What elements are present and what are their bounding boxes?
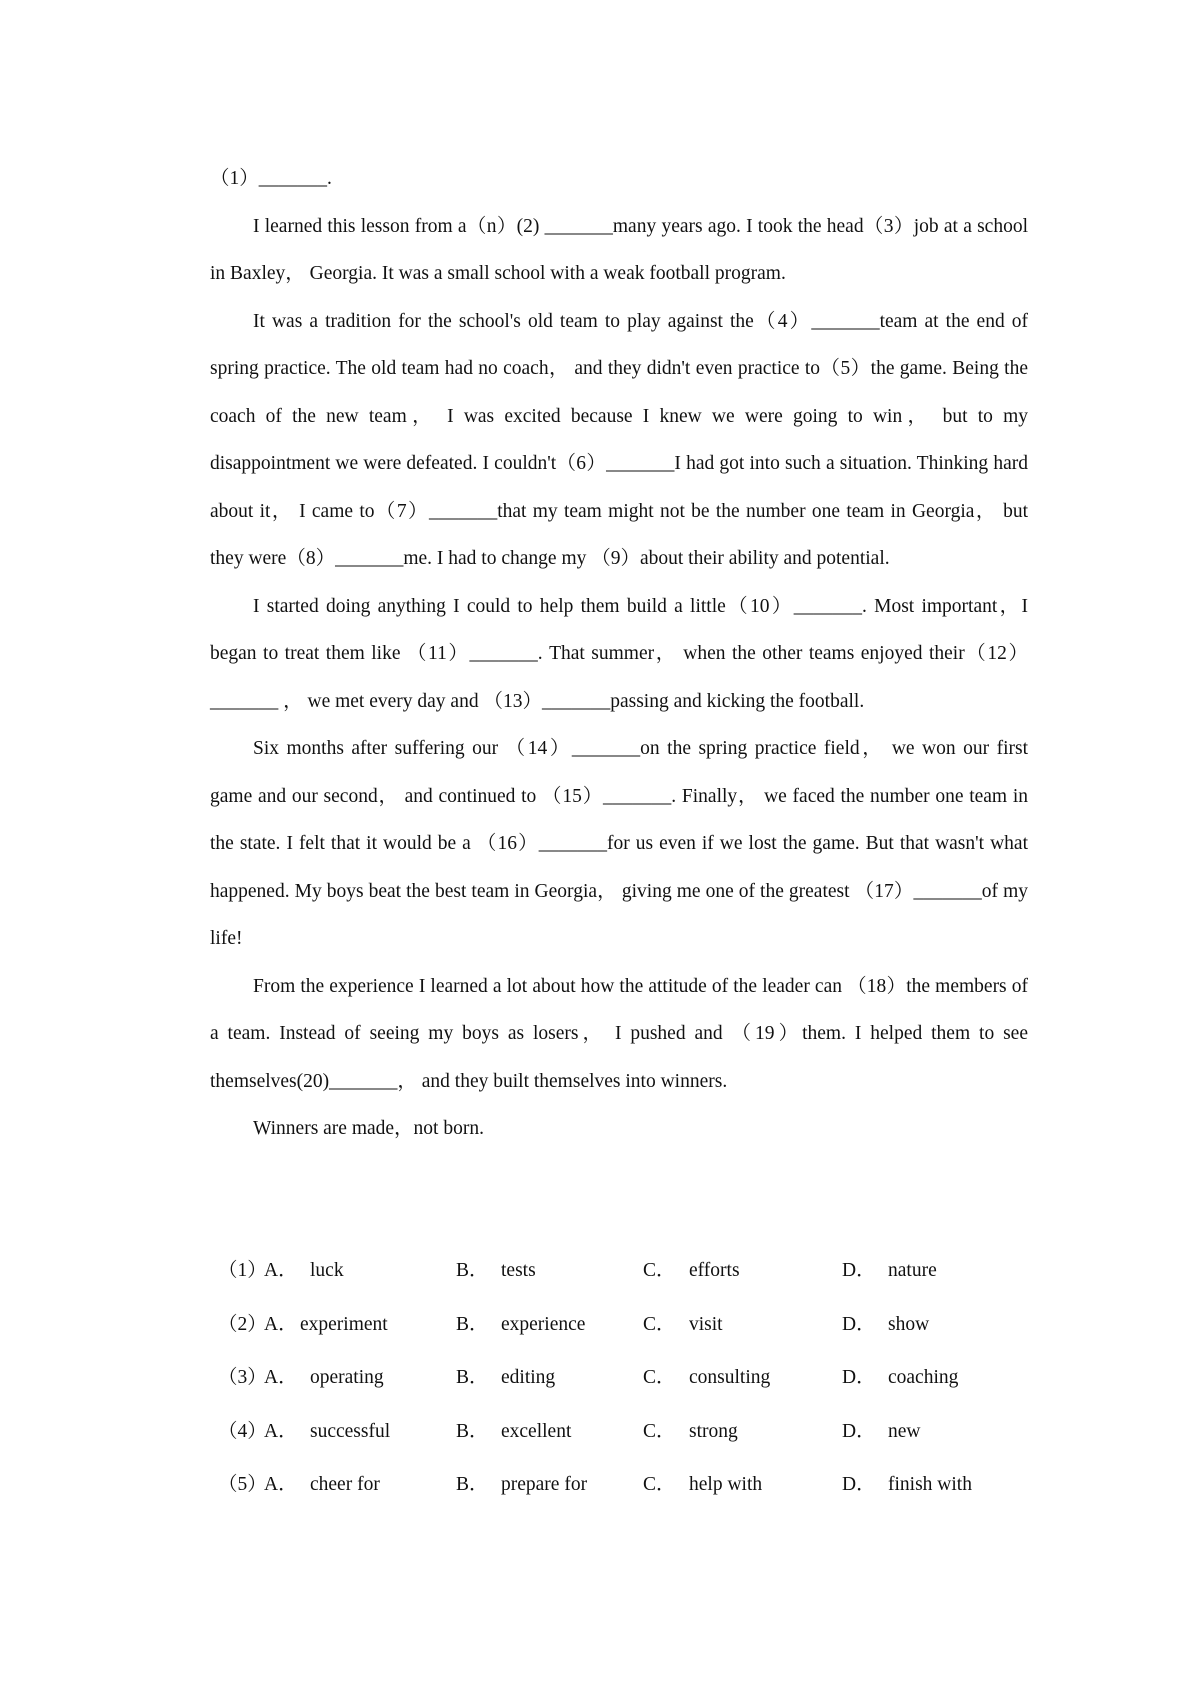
- passage-paragraph-2: It was a tradition for the school's old team to play against the（4）_______team at the end of spring practice. The old team had no coach， and they didn't even practice to（5）the game. Being the coach of the new team， I was excited because I knew we were going to win， but to my disappointment we were defeated. I couldn't（6）_______I had got into such a situation. Thinking hard about it， I came to（7）_______that my team might not be the number one team in Georgia， but they were（8）_______me. I had to change my （9）about their ability and potential.: [210, 310, 1028, 569]
- option-c-text: efforts: [689, 1260, 740, 1281]
- passage-paragraph-6: Winners are made，not born.: [253, 1118, 484, 1139]
- option-d-text: new: [888, 1420, 921, 1442]
- option-a-letter: A．: [264, 1474, 298, 1495]
- option-a-text: luck: [310, 1260, 344, 1281]
- option-d-text: coaching: [888, 1367, 959, 1388]
- option-b-letter: B．: [456, 1474, 489, 1495]
- option-b-text: experience: [501, 1313, 586, 1335]
- option-c-letter: C．: [643, 1420, 676, 1442]
- answer-options: [218, 1256, 1018, 1524]
- option-a-letter: A．: [264, 1367, 298, 1388]
- question-row: [218, 1310, 1018, 1364]
- question-row: [218, 1470, 1018, 1524]
- option-a-letter: A．: [264, 1420, 298, 1442]
- question-number: （5）: [218, 1474, 267, 1495]
- option-b-text: excellent: [501, 1420, 572, 1442]
- option-d-letter: D．: [842, 1367, 876, 1388]
- option-d-text: nature: [888, 1260, 937, 1281]
- option-d-text: finish with: [888, 1474, 972, 1495]
- option-a-text: experiment: [300, 1313, 388, 1335]
- option-a-text: successful: [310, 1420, 391, 1442]
- passage-paragraph-4: Six months after suffering our （14）_______on the spring practice field， we won our first game and our second， and continued to （15）_______. Finally， we faced the number one team in the state. I felt that it would be a （16）_______for us even if we lost the game. But that wasn't what happened. My boys beat the best team in Georgia， giving me one of the greatest （17）_______of my life!: [210, 738, 1028, 949]
- passage-line-question-1: （1）_______.: [210, 168, 332, 189]
- option-a-text: operating: [310, 1367, 384, 1388]
- option-d-letter: D．: [842, 1420, 876, 1442]
- option-a-text: cheer for: [310, 1474, 380, 1495]
- option-b-text: tests: [501, 1260, 536, 1281]
- option-b-letter: B．: [456, 1313, 489, 1335]
- option-c-letter: C．: [643, 1367, 676, 1388]
- passage-paragraph-3: I started doing anything I could to help them build a little（10）_______. Most important，I began to treat them like （11）_______. That summer， when the other teams enjoyed their（12）_______ ， we met every day and （13）_______passing and kicking the football.: [210, 595, 1028, 712]
- option-c-letter: C．: [643, 1313, 676, 1335]
- question-number: （2）: [218, 1313, 267, 1335]
- option-c-text: strong: [689, 1420, 738, 1442]
- option-b-letter: B．: [456, 1367, 489, 1388]
- option-d-letter: D．: [842, 1313, 876, 1335]
- question-number: （1）: [218, 1260, 267, 1281]
- question-number: （3）: [218, 1367, 267, 1388]
- option-d-letter: D．: [842, 1260, 876, 1281]
- option-c-letter: C．: [643, 1474, 676, 1495]
- option-b-text: editing: [501, 1367, 556, 1388]
- option-b-letter: B．: [456, 1260, 489, 1281]
- option-b-text: prepare for: [501, 1474, 588, 1495]
- option-c-text: visit: [689, 1313, 723, 1335]
- question-number: （4）: [218, 1420, 267, 1442]
- question-row: [218, 1417, 1018, 1471]
- passage-paragraph-5: From the experience I learned a lot about how the attitude of the leader can （18）the members of a team. Instead of seeing my boys as losers， I pushed and （19）them. I helped them to see themselves(20)_______， and they built themselves into winners.: [210, 975, 1028, 1092]
- question-row: [218, 1256, 1018, 1310]
- option-c-text: help with: [689, 1474, 763, 1495]
- option-c-text: consulting: [689, 1367, 771, 1388]
- option-b-letter: B．: [456, 1420, 489, 1442]
- option-a-letter: A．: [264, 1260, 298, 1281]
- option-c-letter: C．: [643, 1260, 676, 1281]
- question-row: [218, 1363, 1018, 1417]
- cloze-passage: [210, 155, 1028, 1153]
- option-a-letter: A．: [264, 1313, 298, 1335]
- passage-paragraph-1: I learned this lesson from a（n）(2) _______many years ago. I took the head（3）job at a school in Baxley， Georgia. It was a small school with a weak football program.: [210, 215, 1028, 284]
- option-d-letter: D．: [842, 1474, 876, 1495]
- option-d-text: show: [888, 1313, 930, 1335]
